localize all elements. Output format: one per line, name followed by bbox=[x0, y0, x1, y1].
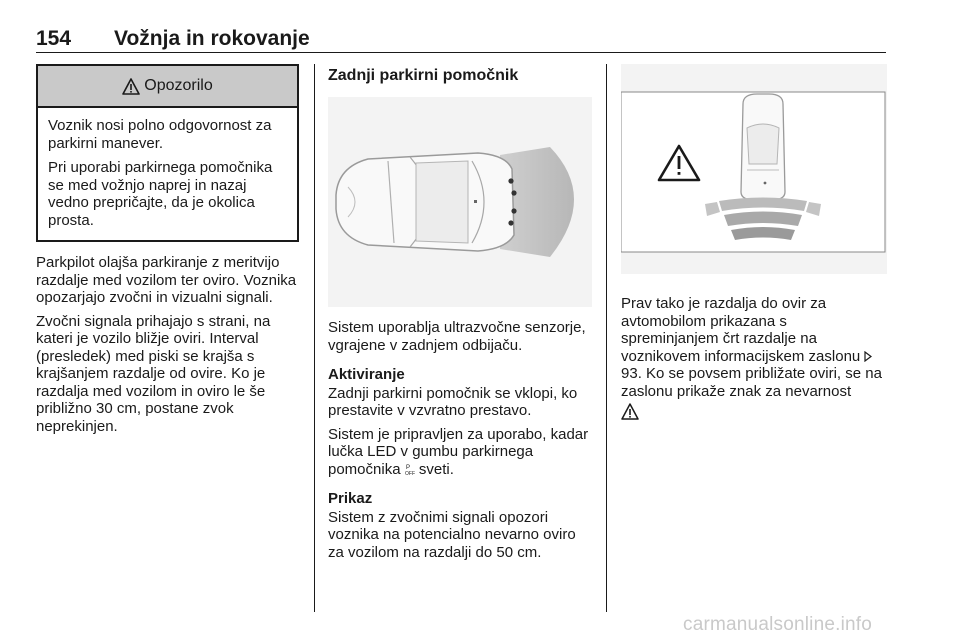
subheading-display: Prikaz bbox=[328, 490, 373, 507]
warning-header bbox=[38, 66, 297, 108]
column-left bbox=[36, 64, 299, 441]
body-paragraph: Zadnji parkirni pomočnik se vklopi, ko prestavite v vzvratno prestavo. bbox=[328, 384, 578, 419]
warning-paragraph: Pri uporabi parkirnega pomočnika se med vožnjo naprej in nazaj vedno prepričajte, da je okolica prosta. bbox=[48, 159, 273, 229]
body-paragraph: Sistem z zvočnimi signali opozori voznika na potencialno nevarno oviro za vozilom na razdalji do 50 cm. bbox=[328, 508, 576, 561]
warning-box bbox=[36, 64, 299, 242]
subheading-activation: Aktiviranje bbox=[328, 366, 405, 383]
svg-text:P: P bbox=[405, 465, 410, 472]
ready-text: Sistem je pripravljen za uporabo, kadar lučka LED v gumbu parkirnega pomočnika bbox=[328, 425, 589, 478]
body-paragraph bbox=[328, 426, 592, 479]
header-rule bbox=[36, 52, 886, 53]
column-right bbox=[621, 64, 887, 420]
display-screen-icon bbox=[621, 64, 887, 274]
column-divider bbox=[314, 64, 315, 612]
ready-text-end: sveti. bbox=[418, 460, 454, 478]
warning-triangle-icon bbox=[122, 78, 140, 95]
rear-sensor-illustration bbox=[328, 97, 592, 307]
column-divider bbox=[606, 64, 607, 612]
page-reference-link[interactable]: 93 bbox=[621, 365, 638, 382]
warning-title: Opozorilo bbox=[144, 77, 213, 94]
section-title: Zadnji parkirni pomočnik bbox=[328, 67, 519, 84]
warning-paragraph: Voznik nosi polno odgovornost za parkirni manever. bbox=[48, 117, 272, 152]
page-number: 154 bbox=[36, 27, 72, 50]
parking-button-icon bbox=[405, 463, 415, 476]
body-paragraph: Parkpilot olajša parkiranje z meritvijo razdalje med vozilom ter oviro. Voznika opozarjajo zvočni in vizualni signali. bbox=[36, 254, 297, 306]
warning-body bbox=[38, 108, 297, 240]
body-paragraph: Zvočni signala prihajajo s strani, na kateri je vozilo bližje oviri. Interval (presledek) med piski se krajša s krajšanjem razdalje od ovire. Ko je razdalja med vozilom in oviro le še približno 30 cm, postane zvok neprekinjen. bbox=[36, 312, 271, 435]
warning-triangle-icon bbox=[621, 403, 639, 420]
body-paragraph: Sistem uporablja ultrazvočne senzorje, vgrajene v zadnjem odbijaču. bbox=[328, 319, 586, 354]
body-paragraph bbox=[621, 295, 887, 400]
page-reference-icon bbox=[864, 351, 872, 362]
car-top-view-icon bbox=[328, 97, 592, 307]
page-title: Vožnja in rokovanje bbox=[114, 27, 310, 50]
display-text-end: . Ko se povsem približate oviri, se na zaslonu prikaže znak za nevarnost bbox=[621, 365, 882, 400]
column-middle bbox=[328, 64, 592, 567]
display-text: Prav tako je razdalja do ovir za avtomobilom prikazana s spreminjanjem črt razdalje na voznikovem informacijskem zaslonu bbox=[621, 295, 861, 365]
driver-display-illustration bbox=[621, 64, 887, 274]
svg-text:OFF: OFF bbox=[404, 471, 415, 477]
watermark: carmanualsonline.info bbox=[683, 614, 873, 635]
